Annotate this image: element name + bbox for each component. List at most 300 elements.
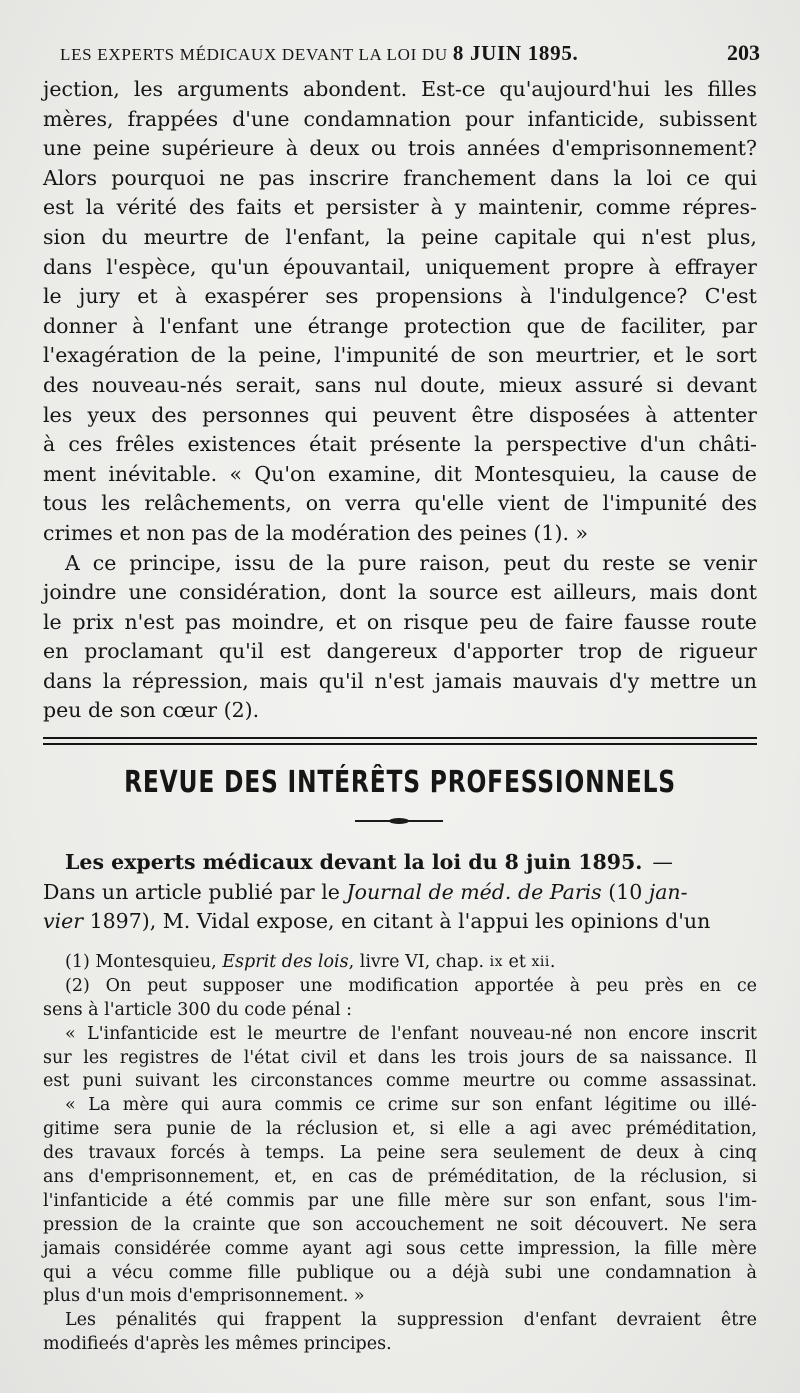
word: d'y [609, 668, 640, 693]
word: registres [119, 1047, 199, 1068]
word: attenter [672, 402, 757, 427]
word: subissent [658, 106, 757, 131]
word: aura [221, 1095, 262, 1116]
word: mauvais [512, 668, 599, 693]
word: enfant [535, 1095, 593, 1116]
word: avec [571, 1119, 612, 1140]
word: de [573, 1167, 596, 1188]
footnote-line [43, 1166, 757, 1190]
word: à [174, 284, 188, 309]
word: qui [592, 224, 626, 249]
word: personnes [202, 402, 310, 427]
word: l'état [243, 1047, 290, 1068]
word: qui [724, 165, 757, 190]
word: de [528, 609, 555, 634]
word: joindre [43, 580, 117, 605]
text-line [43, 134, 757, 164]
word: se [668, 550, 691, 575]
word: jours [519, 1047, 565, 1068]
word: préméditation, [427, 1167, 560, 1188]
word: était [309, 432, 357, 457]
word: répres- [682, 195, 757, 220]
word: forcés [170, 1143, 226, 1164]
footnote-line [43, 1238, 757, 1262]
word: années [466, 136, 541, 161]
word: une [253, 313, 293, 338]
word: naissance. [640, 1047, 733, 1068]
word: à [746, 1262, 757, 1283]
word: on [305, 491, 332, 516]
word: qui [216, 1310, 245, 1331]
word: dont [710, 580, 757, 605]
word: châti- [698, 432, 757, 457]
word: à [569, 975, 581, 996]
word: qu'il [318, 668, 364, 693]
word: subi [504, 1262, 542, 1283]
word: l'impunité [602, 491, 708, 516]
word: risque [403, 609, 469, 634]
word: le [43, 284, 62, 309]
footnote-line [43, 1309, 757, 1333]
word: deux [636, 1143, 679, 1164]
word: sous [665, 1190, 706, 1211]
word: on [366, 609, 393, 634]
word: non [583, 1023, 617, 1044]
word: du [563, 550, 590, 575]
word: cette [459, 1238, 505, 1259]
word: suivant [134, 1071, 200, 1092]
word: meurtrier, [535, 343, 642, 368]
footnote-line [43, 975, 757, 999]
word: L'infanticide [87, 1023, 199, 1044]
word: dans [550, 165, 600, 190]
text-line: crimes et non pas de la modération des peines (1). » [43, 520, 589, 545]
word: de [599, 1143, 622, 1164]
word: qui [180, 1095, 209, 1116]
word: l'infanticide [43, 1190, 149, 1211]
word: la [326, 550, 346, 575]
word: mettre [649, 668, 720, 693]
footnote-line [43, 1142, 757, 1166]
word: épouvantail, [283, 254, 412, 279]
word: l'im- [718, 1190, 757, 1211]
word: filles [707, 77, 757, 101]
word: près [644, 975, 684, 996]
word: modification [348, 975, 459, 996]
word: condamnation [605, 1262, 732, 1283]
article-text: Dans un article publié par le [43, 879, 347, 904]
word: l'enfant [391, 1023, 459, 1044]
word: de [244, 224, 270, 249]
word: capitale [494, 224, 577, 249]
word: Est-ce [421, 77, 486, 101]
word: inévitable. [108, 461, 218, 486]
word: la [386, 224, 406, 249]
word: peine [376, 1143, 426, 1164]
word: Il [744, 1047, 757, 1068]
footnote-line [43, 1047, 757, 1071]
footnote-text: ix [489, 954, 503, 970]
word: disposées [529, 402, 631, 427]
footnote-text: xii [531, 954, 550, 970]
text-line [43, 253, 757, 283]
word: d'une [232, 106, 290, 131]
word: en [43, 639, 69, 664]
word: à [645, 402, 658, 427]
word: crainte [192, 1214, 256, 1235]
word: dit [433, 461, 462, 486]
text-line [43, 282, 757, 312]
word: que [526, 313, 566, 338]
word: A [65, 550, 80, 575]
word: réclusion, [640, 1167, 728, 1188]
word: agi [529, 1119, 557, 1140]
word: punie [166, 1119, 216, 1140]
footnote-line [43, 1214, 757, 1238]
word: les [43, 402, 73, 427]
word: qui [43, 1262, 72, 1283]
word: sera [113, 1119, 152, 1140]
text-line [43, 193, 757, 223]
word: des [721, 491, 757, 516]
word: nouveau-né [469, 1023, 573, 1044]
word: ce [92, 550, 117, 575]
word: examine, [327, 461, 422, 486]
word: a [161, 1190, 172, 1211]
text-line [43, 667, 757, 697]
word: sion [43, 224, 86, 249]
word: Montesquieu, [474, 461, 617, 486]
word: réclusion [296, 1119, 379, 1140]
article-heading: Les experts médicaux devant la loi du 8 juin 1895. [65, 850, 643, 874]
word: existences [187, 432, 297, 457]
word: rigueur [679, 639, 757, 664]
word: sous [406, 1238, 446, 1259]
word: qu'aujourd'hui [499, 77, 651, 101]
word: raison, [419, 550, 491, 575]
word: peut [503, 550, 551, 575]
word: les [431, 1047, 457, 1068]
title-ornament-rule [355, 820, 443, 822]
word: issu [234, 550, 276, 575]
word: donner [43, 313, 117, 338]
text-line [43, 105, 757, 135]
word: ne [219, 165, 245, 190]
word: condamnation [303, 106, 452, 131]
word: principe, [129, 550, 222, 575]
word: cas [347, 1167, 378, 1188]
word: maintenir, [478, 195, 584, 220]
word: être [720, 1310, 757, 1331]
word: supérieure [161, 136, 275, 161]
word: de [580, 313, 606, 338]
word: faire [564, 609, 614, 634]
word: sa [609, 1047, 629, 1068]
word: d'emprisonnement? [551, 136, 757, 161]
text-line [43, 578, 757, 608]
heading-dash: — [652, 850, 673, 874]
word: ce [686, 165, 710, 190]
word: dans [43, 668, 93, 693]
word: peu [479, 609, 518, 634]
word: comme [224, 1238, 289, 1259]
word: jamais [434, 668, 503, 693]
word: mère [711, 1238, 757, 1259]
word: comme [583, 1071, 648, 1092]
word: fille [247, 1262, 282, 1283]
word: sur [43, 1047, 72, 1068]
word: légitime [604, 1095, 677, 1116]
word: mère [444, 1190, 490, 1211]
word: gitime [43, 1119, 100, 1140]
word: accouchement [355, 1214, 485, 1235]
word: et [335, 609, 357, 634]
word: encore [628, 1023, 689, 1044]
word: n'est [641, 224, 692, 249]
page-number: 203 [727, 40, 760, 65]
word: Qu'on [254, 461, 316, 486]
word: que [267, 1214, 301, 1235]
word: les [101, 491, 131, 516]
word: à [430, 195, 443, 220]
word: pas [258, 165, 295, 190]
word: et [348, 1047, 367, 1068]
word: son [545, 1190, 577, 1211]
text-line [43, 878, 757, 908]
word: frappent [264, 1310, 342, 1331]
word: (2) [65, 975, 90, 996]
word: ce [736, 975, 757, 996]
word: considérée [114, 1238, 211, 1259]
word: être [471, 402, 514, 427]
word: commis [274, 1095, 343, 1116]
footnote-line [43, 1023, 757, 1047]
word: exaspérer [204, 284, 308, 309]
word: commis [226, 1190, 295, 1211]
word: de [391, 1167, 414, 1188]
word: relâchements, [144, 491, 292, 516]
text-line [43, 549, 757, 579]
word: La [339, 1143, 362, 1164]
word: trois [407, 136, 456, 161]
word: son [487, 343, 524, 368]
word: soit [530, 1214, 563, 1235]
word: assassinat. [660, 1071, 757, 1092]
word: est [510, 580, 542, 605]
word: les [664, 77, 694, 101]
word: meurtre [462, 1071, 536, 1092]
word: des [188, 195, 225, 220]
word: est [279, 639, 311, 664]
text-line [43, 75, 757, 105]
word: ayant [302, 1238, 352, 1259]
word: trop [578, 639, 623, 664]
word: sur [450, 1095, 480, 1116]
text-line [43, 907, 757, 937]
word: et, [274, 1167, 298, 1188]
word: Ne [680, 1214, 707, 1235]
word: venir [703, 550, 757, 575]
word: peine, [258, 343, 323, 368]
word: qu'un [210, 254, 269, 279]
word: qu'il [218, 639, 264, 664]
word: déjà [452, 1262, 490, 1283]
word: deux [309, 136, 360, 161]
running-title [60, 38, 578, 70]
word: pure [358, 550, 407, 575]
word: trois [467, 1047, 509, 1068]
article-text: (10 [601, 879, 649, 904]
word: fille [664, 1238, 698, 1259]
word: ces [68, 432, 103, 457]
word: ou [370, 136, 397, 161]
word: cinq [719, 1143, 757, 1164]
word: assuré [574, 372, 644, 397]
word: route [701, 609, 757, 634]
footnote-line [43, 1094, 757, 1118]
word: faciliter, [621, 313, 707, 338]
word: peut [147, 975, 187, 996]
word: été [185, 1190, 214, 1211]
word: temps. [265, 1143, 325, 1164]
footnote-line: sens à l'article 300 du code pénal : [43, 999, 353, 1020]
word: le [247, 1023, 264, 1044]
word: une [43, 136, 82, 161]
text-line [43, 371, 757, 401]
word: devant [686, 372, 757, 397]
word: peine [93, 136, 151, 161]
word: meurtre [143, 224, 229, 249]
word: la [634, 1238, 651, 1259]
word: persister [325, 195, 419, 220]
word: sera [718, 1214, 757, 1235]
word: étrange [307, 313, 389, 338]
word: prix [72, 609, 114, 634]
word: présente [369, 432, 461, 457]
word: effrayer [674, 254, 757, 279]
word: considération, [179, 580, 328, 605]
book-title: Esprit des lois [222, 952, 349, 972]
footnote-1 [43, 951, 757, 975]
body-text-top [43, 75, 757, 726]
word: arguments [177, 77, 289, 101]
word: travaux [88, 1143, 156, 1164]
word: meurtre [274, 1023, 347, 1044]
word: n'est [374, 668, 425, 693]
word: « [229, 461, 243, 486]
word: les [133, 77, 164, 101]
section-title: REVUE DES INTÉRÊTS PROFESSIONNELS [124, 765, 676, 800]
word: son [492, 1095, 523, 1116]
article-text-italic: vier [43, 909, 84, 934]
footnote-line: modifieés d'après les mêmes principes. [43, 1334, 392, 1355]
word: ment [43, 461, 97, 486]
article-text: 1897), M. Vidal expose, en citant à l'appui les opinions d'un [83, 909, 711, 934]
word: yeux [87, 402, 136, 427]
word: fausse [624, 609, 691, 634]
word: ce [355, 1095, 376, 1116]
text-line [43, 223, 757, 253]
text-line [43, 460, 757, 490]
word: circonstances [250, 1071, 373, 1092]
word: peu [595, 975, 629, 996]
word: est [43, 195, 74, 220]
word: qui [324, 402, 358, 427]
word: sans [314, 372, 362, 397]
word: qu'elle [414, 491, 484, 516]
text-line [43, 341, 757, 371]
word: des [43, 372, 79, 397]
word: la [613, 165, 633, 190]
footnotes [43, 951, 757, 1357]
word: des [43, 1143, 74, 1164]
word: le [43, 609, 62, 634]
word: du [101, 224, 128, 249]
word: la [227, 343, 247, 368]
running-title-text: LES EXPERTS MÉDICAUX DEVANT LA LOI DU [60, 45, 453, 64]
word: dans [377, 1047, 420, 1068]
word: impression, [517, 1238, 621, 1259]
word: une [128, 580, 168, 605]
word: pression [43, 1214, 119, 1235]
word: sera [440, 1143, 479, 1164]
word: une [299, 975, 333, 996]
word: vécu [112, 1262, 154, 1283]
word: de [130, 1214, 153, 1235]
journal-title: Journal de méd. de Paris [346, 879, 602, 904]
word: un [730, 668, 757, 693]
word: son [312, 1214, 344, 1235]
word: l'espèce, [106, 254, 197, 279]
word: à [648, 254, 661, 279]
word: On [105, 975, 132, 996]
word: dangereux [326, 639, 438, 664]
word: ou [548, 1071, 571, 1092]
word: proclamant [84, 639, 203, 664]
word: à [519, 284, 533, 309]
footnote-text: . [549, 952, 556, 972]
word: découvert. [574, 1214, 669, 1235]
word: la [102, 668, 122, 693]
word: n'est [124, 609, 175, 634]
word: ou [689, 1095, 712, 1116]
word: apportée [474, 975, 554, 996]
word: de [358, 1023, 380, 1044]
word: serait, [235, 372, 302, 397]
word: jection, [43, 77, 120, 101]
word: les [212, 1071, 238, 1092]
word: puni [82, 1071, 122, 1092]
text-line [43, 312, 757, 342]
word: la [85, 195, 105, 220]
word: de [563, 491, 589, 516]
word: d'apporter [453, 639, 563, 664]
word: l'enfant [159, 313, 239, 338]
word: dans [43, 254, 93, 279]
word: seulement [493, 1143, 585, 1164]
article-text-italic: jan- [648, 879, 688, 904]
word: une [351, 1190, 385, 1211]
word: jamais [43, 1238, 101, 1259]
text-line [43, 164, 757, 194]
word: infanticide, [527, 106, 645, 131]
word: à [239, 1143, 251, 1164]
word: loi [646, 165, 672, 190]
footnote-text: et [502, 952, 532, 972]
word: sort [715, 343, 757, 368]
running-title-date: 8 JUIN 1895. [452, 41, 579, 65]
word: cause [659, 461, 720, 486]
